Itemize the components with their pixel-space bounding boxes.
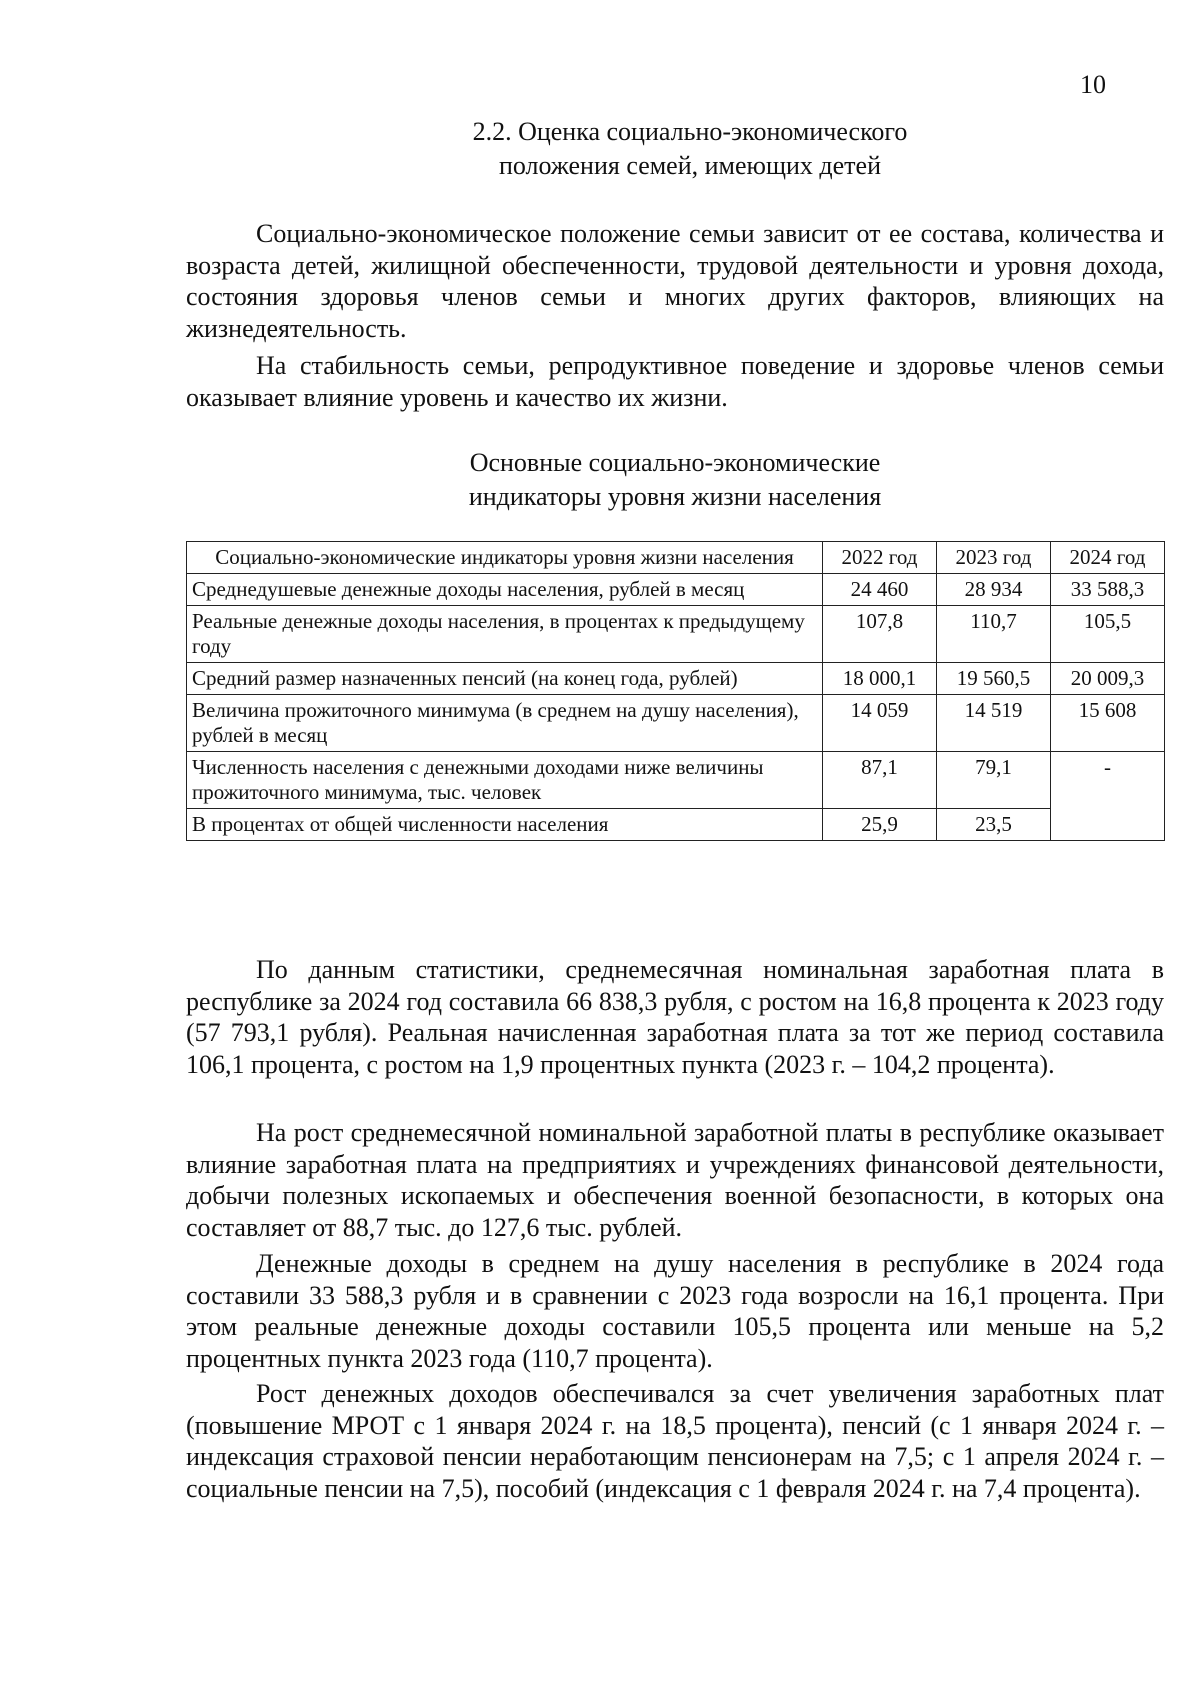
- page-number: 10: [1080, 70, 1106, 99]
- table-title-line1: Основные социально-экономические: [469, 448, 881, 477]
- table-title-line2: индикаторы уровня жизни населения: [468, 482, 882, 511]
- row-label: Реальные денежные доходы населения, в процентах к предыдущему году: [187, 606, 823, 663]
- table-title: [0, 446, 1200, 514]
- table-header-row: [187, 542, 1165, 574]
- row-label: Средний размер назначенных пенсий (на конец года, рублей): [187, 663, 823, 695]
- cell-2022: 18 000,1: [823, 663, 937, 695]
- table-row: [187, 695, 1165, 752]
- body-paragraph-3: Денежные доходы в среднем на душу населения в республике в 2024 года составили 33 588,3 рубля и в сравнении с 2023 года возросли на 16,1 процента. При этом реальные денежные доходы составили 105,5 процента или меньше на 5,2 процентных пункта 2023 года (110,7 процента).: [186, 1249, 1164, 1373]
- section-heading-line1: 2.2. Оценка социально-экономического: [472, 117, 908, 146]
- cell-2024: -: [1051, 752, 1165, 841]
- cell-2022: 87,1: [823, 752, 937, 809]
- row-label: Величина прожиточного минимума (в среднем на душу населения), рублей в месяц: [187, 695, 823, 752]
- row-label: Среднедушевые денежные доходы населения, рублей в месяц: [187, 574, 823, 606]
- body-paragraph-1: По данным статистики, среднемесячная номинальная заработная плата в республике за 2024 год составила 66 838,3 рубля, с ростом на 16,8 процента к 2023 году (57 793,1 рубля). Реальная начисленная заработная плата за тот же период составила 106,1 процента, с ростом на 1,9 процентных пункта (2023 г. – 104,2 процента).: [186, 955, 1164, 1079]
- table-row: [187, 574, 1165, 606]
- cell-2023: 14 519: [937, 695, 1051, 752]
- section-heading: [0, 115, 1200, 183]
- table-row: [187, 663, 1165, 695]
- cell-2022: 24 460: [823, 574, 937, 606]
- section-heading-line2: положения семей, имеющих детей: [498, 151, 881, 180]
- cell-2023: 110,7: [937, 606, 1051, 663]
- cell-2022: 14 059: [823, 695, 937, 752]
- cell-2024: 105,5: [1051, 606, 1165, 663]
- body-paragraph-4: Рост денежных доходов обеспечивался за счет увеличения заработных плат (повышение МРОТ с 1 января 2024 г. на 18,5 процента), пенсий (с 1 января 2024 г. – индексация страховой пенсии неработающим пенсионерам на 7,5; с 1 апреля 2024 г. – социальные пенсии на 7,5), пособий (индексация с 1 февраля 2024 г. на 7,4 процента).: [186, 1379, 1164, 1503]
- cell-2022: 25,9: [823, 809, 937, 841]
- header-year-2024: 2024 год: [1051, 542, 1165, 574]
- table-row: [187, 752, 1165, 809]
- indicators-table: [186, 541, 1165, 841]
- cell-2023: 19 560,5: [937, 663, 1051, 695]
- header-year-2023: 2023 год: [937, 542, 1051, 574]
- cell-2024: 15 608: [1051, 695, 1165, 752]
- row-label: Численность населения с денежными доходами ниже величины прожиточного минимума, тыс. человек: [187, 752, 823, 809]
- intro-paragraph-1: Социально-экономическое положение семьи зависит от ее состава, количества и возраста детей, жилищной обеспеченности, трудовой деятельности и уровня дохода, состояния здоровья членов семьи и многих других факторов, влияющих на жизнедеятельность.: [186, 219, 1164, 343]
- header-label-cell: Социально-экономические индикаторы уровня жизни населения: [187, 542, 823, 574]
- table-row: [187, 809, 1165, 841]
- header-year-2022: 2022 год: [823, 542, 937, 574]
- cell-2023: 23,5: [937, 809, 1051, 841]
- row-label: В процентах от общей численности населения: [187, 809, 823, 841]
- body-paragraph-2: На рост среднемесячной номинальной заработной платы в республике оказывает влияние заработная плата на предприятиях и учреждениях финансовой деятельности, добычи полезных ископаемых и обеспечения военной безопасности, в которых она составляет от 88,7 тыс. до 127,6 тыс. рублей.: [186, 1118, 1164, 1242]
- cell-2024: 33 588,3: [1051, 574, 1165, 606]
- cell-2024: 20 009,3: [1051, 663, 1165, 695]
- cell-2023: 79,1: [937, 752, 1051, 809]
- table-row: [187, 606, 1165, 663]
- cell-2022: 107,8: [823, 606, 937, 663]
- cell-2023: 28 934: [937, 574, 1051, 606]
- intro-paragraph-2: На стабильность семьи, репродуктивное поведение и здоровье членов семьи оказывает влияние уровень и качество их жизни.: [186, 351, 1164, 412]
